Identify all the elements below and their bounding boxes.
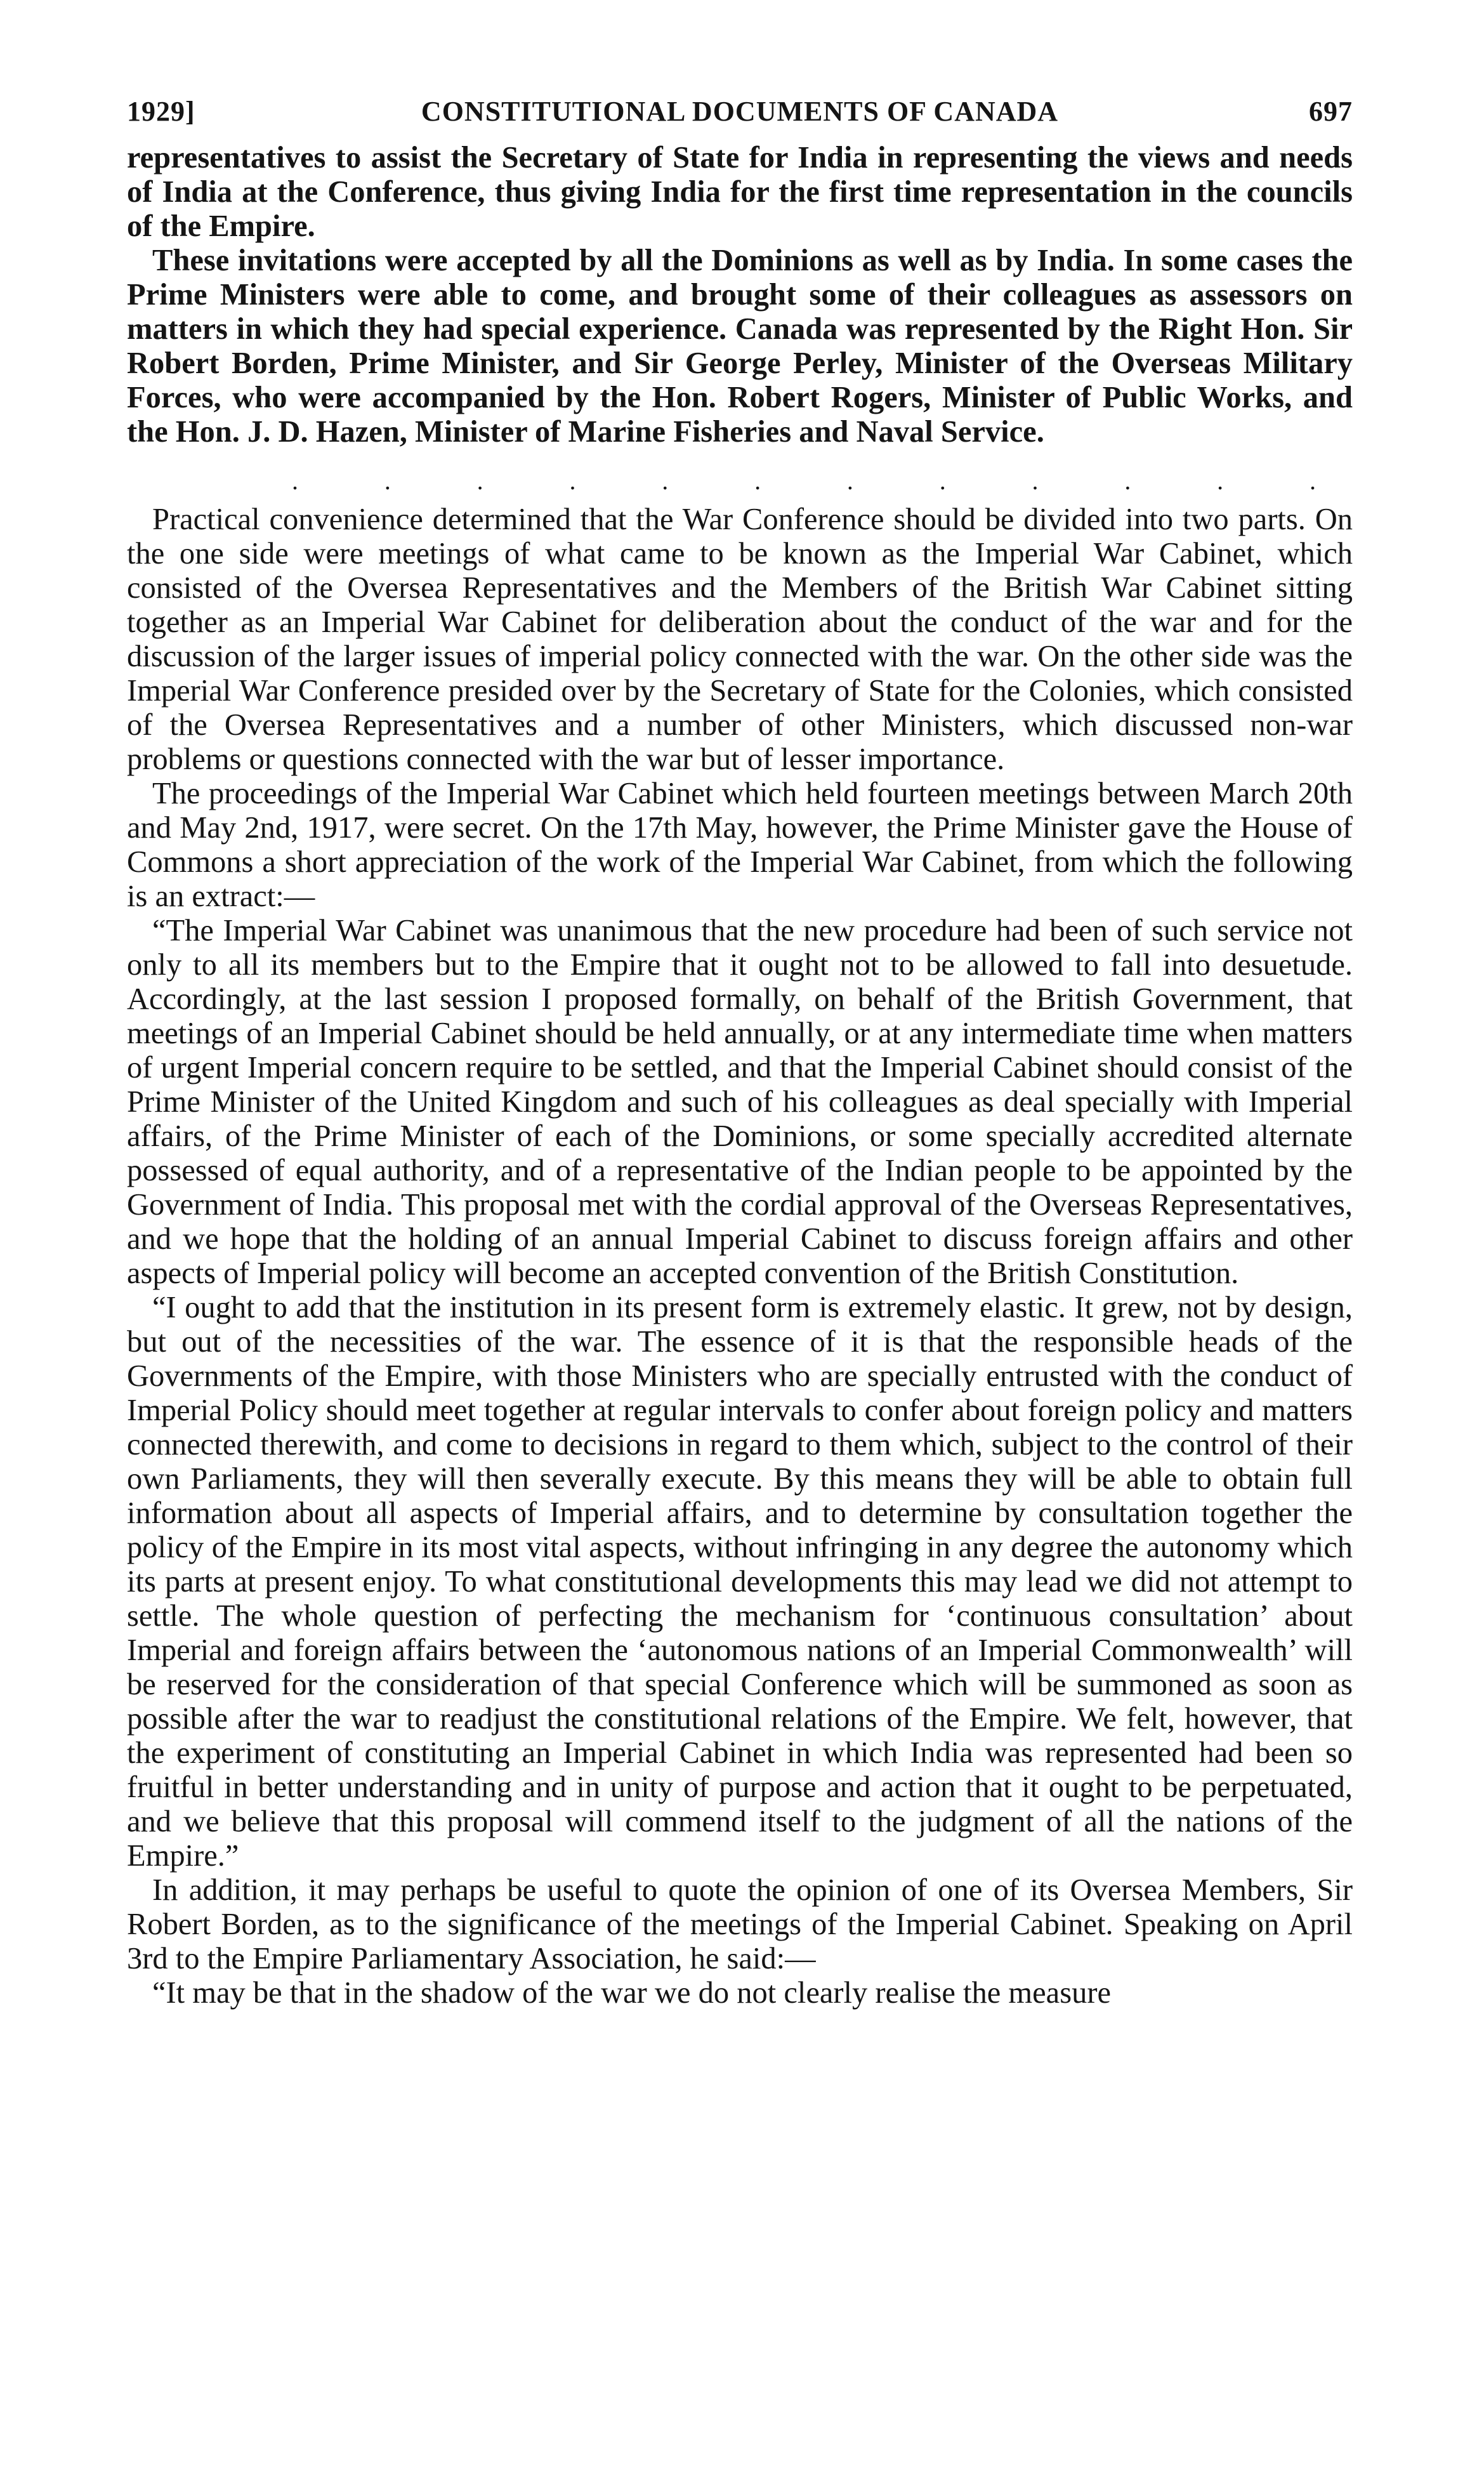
paragraph-war-conference-parts: Practical convenience determined that the War Conference should be divided into two parts. On the one side were meetings of what came to be known as the Imperial War Cabinet, which consisted of the Oversea Representatives and the Members of the British War Cabinet sitting together as an Imperial War Cabinet for deliberation about the conduct of the war and for the discussion of the larger issues of imperial policy connected with the war. On the other side was the Imperial War Conference presided over by the Secretary of State for the Colonies, which consisted of the Oversea Representatives and a number of other Ministers, which discussed non-war problems or questions connected with the war but of lesser importance. xyxy=(127,503,1353,776)
running-header xyxy=(127,44,1353,127)
paragraph-borden-quote: “It may be that in the shadow of the war we do not clearly realise the measure xyxy=(152,1976,1112,2010)
paragraph-extract-part-two: “I ought to add that the institution in its present form is extremely elastic. It grew, not by design, but out of the necessities of the war. The essence of it is that the responsible heads of the Governments of the Empire, with those Ministers who are specially entrusted with the conduct of Imperial Policy should meet together at regular intervals to confer about foreign policy and matters connected therewith, and come to decisions in regard to them which, subject to the control of their own Parliaments, they will then severally execute. By this means they will be able to obtain full information about all aspects of Imperial affairs, and to determine by consultation together the policy of the Empire in its most vital aspects, without infringing in any degree the autonomy which its parts at present enjoy. To what constitutional developments this may lead we did not attempt to settle. The whole question of perfecting the mechanism for ‘continuous consultation’ about Imperial and foreign affairs between the ‘autonomous nations of an Imperial Commonwealth’ will be reserved for the consideration of that special Conference which will be summoned as soon as possible after the war to readjust the constitutional relations of the Empire. We felt, however, that the experiment of constituting an Imperial Cabinet in which India was represented had been so fruitful in better understanding and in unity of purpose and action that it ought to be perpetuated, and we believe that this proposal will commend itself to the judgment of all the nations of the Empire.” xyxy=(127,1291,1353,1873)
ellipsis-dot: . xyxy=(476,466,483,495)
ellipsis-dot: . xyxy=(939,466,946,495)
page-number: 697 xyxy=(1309,96,1353,127)
ellipsis-dot: . xyxy=(1217,466,1224,495)
running-title: CONSTITUTIONAL DOCUMENTS OF CANADA xyxy=(421,96,1059,127)
ellipsis-dot: . xyxy=(1124,466,1131,495)
paragraph-cabinet-proceedings: The proceedings of the Imperial War Cabinet which held fourteen meetings between March 20th and May 2nd, 1917, were secret. On the 17th May, however, the Prime Minister gave the House of Commons a short appreciation of the work of the Imperial War Cabinet, from which the following is an extract:— xyxy=(127,777,1353,913)
paragraph-invitations: These invitations were accepted by all the Dominions as well as by India. In some cases the Prime Ministers were able to come, and brought some of their colleagues as assessors on matters in which they had special experience. Canada was represented by the Right Hon. Sir Robert Borden, Prime Minister, and Sir George Perley, Minister of the Overseas Military Forces, who were accompanied by the Hon. Robert Rogers, Minister of Public Works, and the Hon. J. D. Hazen, Minister of Marine Fisheries and Naval Service. xyxy=(127,244,1353,449)
ellipsis-dot: . xyxy=(569,466,576,495)
paragraph-continued: representatives to assist the Secretary of State for India in representing the views and needs of India at the Conference, thus giving India for the first time representation in the councils of the Empire. xyxy=(127,141,1353,243)
ellipsis-dot: . xyxy=(292,466,298,495)
ellipsis-dot: . xyxy=(754,466,761,495)
paragraph-borden-intro: In addition, it may perhaps be useful to quote the opinion of one of its Oversea Members, Sir Robert Borden, as to the significance of the meetings of the Imperial Cabinet. Speaking on April 3rd to the Empire Parliamentary Association, he said:— xyxy=(127,1873,1353,1975)
header-year: 1929] xyxy=(127,96,195,127)
ellipsis-dot: . xyxy=(846,466,853,495)
page-body xyxy=(127,141,1353,2010)
ellipsis-dot: . xyxy=(1032,466,1039,495)
ellipsis-dot: . xyxy=(662,466,669,495)
ellipsis-dot: . xyxy=(384,466,391,495)
ellipsis-separator xyxy=(127,466,1353,495)
paragraph-extract-part-one: “The Imperial War Cabinet was unanimous that the new procedure had been of such service not only to all its members but to the Empire that it ought not to be allowed to fall into desuetude. Accordingly, at the last session I proposed formally, on behalf of the British Government, that meetings of an Imperial Cabinet should be held annually, or at any intermediate time when matters of urgent Imperial concern require to be settled, and that the Imperial Cabinet should consist of the Prime Minister of the United Kingdom and such of his colleagues as deal specially with Imperial affairs, of the Prime Minister of each of the Dominions, or some specially accredited alternate possessed of equal authority, and of a representative of the Indian people to be appointed by the Government of India. This proposal met with the cordial approval of the Overseas Representatives, and we hope that the holding of an annual Imperial Cabinet to discuss foreign affairs and other aspects of Imperial policy will become an accepted convention of the British Constitution. xyxy=(127,914,1353,1290)
ellipsis-dot: . xyxy=(1309,466,1316,495)
